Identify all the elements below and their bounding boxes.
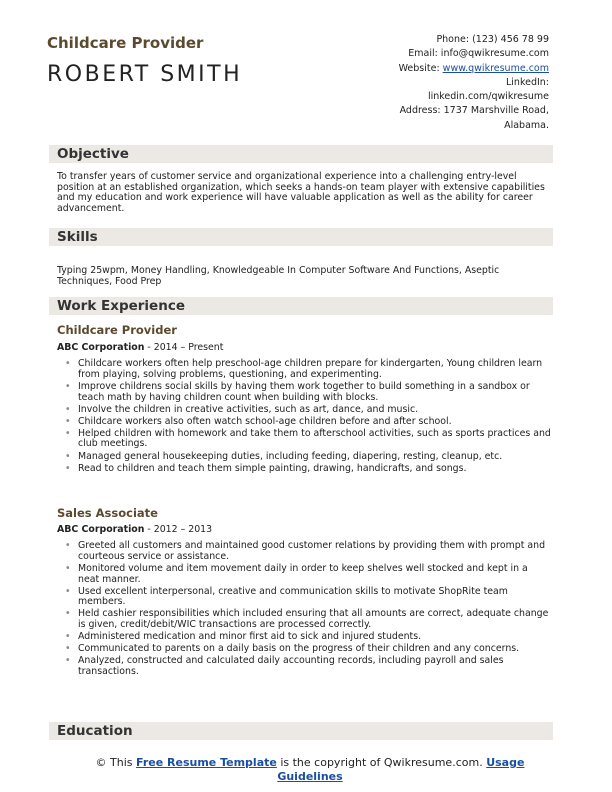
job-dates: - 2012 – 2013 xyxy=(144,524,213,535)
contact-address-line2: Alabama. xyxy=(504,119,549,131)
list-item: • Communicated to parents on a daily basis on the progress of their children and any concerns. xyxy=(65,644,551,655)
job-dates: - 2014 – Present xyxy=(144,342,224,353)
job-bullets xyxy=(65,541,551,679)
footer xyxy=(90,756,530,784)
free-resume-template-link[interactable]: Free Resume Template xyxy=(136,756,277,769)
website-label: Website: xyxy=(398,62,443,74)
list-item: • Improve childrens social skills by having them work together to build something in a sandbox or teach math by having children count when building with blocks. xyxy=(65,382,551,403)
contact-website xyxy=(319,62,549,76)
contact-address-line1: Address: 1737 Marshville Road, xyxy=(399,105,549,117)
list-item: • Analyzed, constructed and calculated daily accounting records, including payroll and sales transactions. xyxy=(65,656,551,677)
job-title: Sales Associate xyxy=(57,506,158,520)
list-item: • Read to children and teach them simple painting, drawing, handicrafts, and songs. xyxy=(65,464,551,475)
list-item: • Managed general housekeeping duties, including feeding, diapering, resting, cleanup, etc. xyxy=(65,452,551,463)
job-title: Childcare Provider xyxy=(57,323,177,337)
contact-phone: Phone: (123) 456 78 99 xyxy=(436,34,549,45)
footer-middle: is the copyright of Qwikresume.com. xyxy=(276,756,487,769)
candidate-name: ROBERT SMITH xyxy=(47,62,243,87)
list-item: • Childcare workers often help preschool-age children prepare for kindergarten, Young children learn from playing, solving problems, questioning, and experimenting. xyxy=(65,359,551,380)
skills-text: Typing 25wpm, Money Handling, Knowledgeable In Computer Software And Functions, Aseptic Techniques, Food Prep xyxy=(57,265,500,287)
footer-prefix: © This xyxy=(95,756,137,769)
list-item: • Childcare workers also often watch school-age children before and after school. xyxy=(65,417,551,428)
job-meta xyxy=(57,524,212,535)
contact-email: Email: info@qwikresume.com xyxy=(408,48,549,60)
job-bullets xyxy=(65,359,551,476)
list-item: • Greeted all customers and maintained good customer relations by providing them with prompt and courteous service or assistance. xyxy=(65,541,551,562)
website-link[interactable]: www.qwikresume.com xyxy=(442,62,549,74)
list-item: • Monitored volume and item movement daily in order to keep shelves well stocked and kept in a neat manner. xyxy=(65,564,551,585)
list-item: • Held cashier responsibilities which included ensuring that all amounts are correct, adequate change is given, credit/debit/WIC transactions are processed correctly. xyxy=(65,609,551,630)
education-header xyxy=(49,722,553,740)
objective-title: Objective xyxy=(57,146,129,162)
contact-block xyxy=(319,33,549,133)
job-company: ABC Corporation xyxy=(57,524,145,535)
work-experience-title: Work Experience xyxy=(57,298,185,314)
list-item: • Involve the children in creative activities, such as art, dance, and music. xyxy=(65,405,551,416)
contact-linkedin-label: LinkedIn: xyxy=(505,76,549,88)
job-company: ABC Corporation xyxy=(57,342,145,353)
job-meta xyxy=(57,342,223,353)
contact-linkedin-value: linkedin.com/qwikresume xyxy=(427,91,549,103)
list-item: • Used excellent interpersonal, creative and communication skills to motivate ShopRite team members. xyxy=(65,587,551,608)
list-item: • Helped children with homework and take them to afterschool activities, such as sports practices and club meetings. xyxy=(65,429,551,450)
work-experience-header xyxy=(49,297,553,315)
list-item: • Administered medication and minor first aid to sick and injured students. xyxy=(65,632,551,643)
objective-text: To transfer years of customer service and organizational experience into a challenging entry-level position at an established organization, which seeks a hands-on team player with extensive capabilities and my education and work experience will have valuable application as well as the ability for career advancement. xyxy=(57,171,545,215)
objective-header xyxy=(49,145,553,163)
skills-header xyxy=(49,228,553,246)
skills-title: Skills xyxy=(57,229,98,245)
usage-guidelines-link[interactable]: Usage Guidelines xyxy=(277,756,525,783)
header-job-title: Childcare Provider xyxy=(47,34,204,52)
education-title: Education xyxy=(57,723,133,739)
